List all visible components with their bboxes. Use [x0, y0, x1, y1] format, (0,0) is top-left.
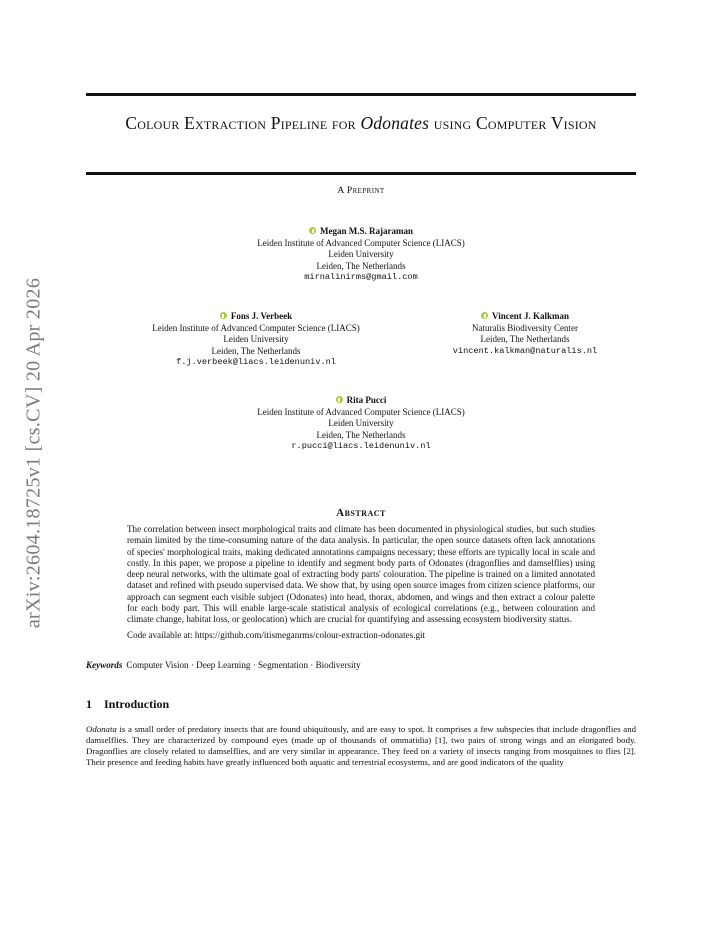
preprint-label: A Preprint [337, 186, 385, 196]
keywords-text: Computer Vision · Deep Learning · Segmentation · Biodiversity [126, 660, 361, 670]
author-affiliation: Leiden Institute of Advanced Computer Science (LIACS) [152, 322, 360, 333]
author-affiliation: Leiden, The Netherlands [316, 260, 406, 271]
author-affiliation: Leiden Institute of Advanced Computer Science (LIACS) [257, 406, 465, 417]
author-affiliation: Leiden, The Netherlands [211, 345, 301, 356]
author-affiliation: Leiden, The Netherlands [480, 334, 570, 344]
keywords-line [86, 660, 636, 670]
section-number: 1 [86, 697, 92, 711]
paper-title [86, 112, 636, 134]
orcid-icon[interactable] [336, 396, 343, 403]
arxiv-sidebar-identifier [14, 258, 54, 648]
author-affiliation: Naturalis Biodiversity Center [472, 322, 578, 333]
orcid-icon[interactable] [309, 227, 316, 234]
intro-paragraph [86, 724, 636, 768]
author-email[interactable]: vincent.kalkman@naturalis.nl [452, 345, 598, 356]
arxiv-id-text: arXiv:2604.18725v1 [cs.CV] 20 Apr 2026 [22, 277, 45, 629]
author-block-verbeek [100, 311, 412, 369]
author-name: Megan M.S. Rajaraman [320, 226, 413, 236]
author-name: Vincent J. Kalkman [492, 311, 569, 321]
section-title: Introduction [104, 697, 170, 711]
author-affiliation: Leiden University [223, 334, 289, 344]
author-email[interactable]: mirnalinirms@gmail.com [304, 272, 418, 282]
orcid-icon[interactable] [481, 312, 488, 319]
author-affiliation: Leiden University [328, 249, 394, 259]
author-name: Fons J. Verbeek [230, 311, 293, 321]
author-block-rajaraman [86, 226, 636, 284]
author-affiliation: Leiden University [328, 418, 394, 428]
intro-text: is a small order of predatory insects that are found ubiquitously, and are easy to spot. It comprises a few subspecies that include dragonflies and damselflies. They are characterized by compound eyes (made up of thousands of ommatidia) [1], two pairs of strong wings and an elongated body. Dragonflies are closely related to damselflies, and are very similar in appearance. They feed on a variety of insects ranging from mosquitoes to flies [2]. Their presence and feeding habits have greatly influenced both aquatic and terrestrial ecosystems, and are good indicators of the quality [86, 724, 636, 767]
abstract-text: The correlation between insect morphological traits and climate has been documented in physiological studies, but such studies remain limited by the time-consuming nature of the data analysis. In particular, the open source datasets often lack annotations of species' morphological traits, making dedicated annotations campaigns necessary; these efforts are typically local in scale and costly. In this paper, we propose a pipeline to identify and segment body parts of Odonates (dragonflies and damselflies) using deep neural networks, with the ultimate goal of extracting body parts' colouration. The pipeline is trained on a limited annotated dataset and refined with pseudo supervised data. We show that, by using open source images from citizen science platforms, our approach can segment each visible subject (Odonates) into head, thorax, abdomen, and wings and then extract a colour palette for each body part. This will enable large-scale statistical analysis of ecological correlations (e.g., between colouration and climate change, habitat loss, or geolocation) which are crucial for quantifying and assessing ecosystem biodiversity status. [127, 524, 595, 625]
author-email[interactable]: r.pucci@liacs.leidenuniv.nl [291, 441, 431, 451]
author-affiliation: Leiden Institute of Advanced Computer Science (LIACS) [257, 237, 465, 248]
title-italic: Odonates [360, 113, 430, 133]
author-block-pucci [86, 395, 636, 453]
orcid-icon[interactable] [220, 312, 227, 319]
author-block-kalkman [410, 311, 640, 357]
title-bottom-rule [86, 172, 636, 175]
author-email[interactable]: f.j.verbeek@liacs.leidenuniv.nl [176, 357, 336, 367]
section-heading [86, 697, 169, 712]
abstract-heading: Abstract [336, 507, 386, 519]
title-part1: Colour Extraction Pipeline for [125, 113, 361, 133]
abstract-body [127, 524, 595, 641]
title-top-rule [86, 93, 636, 96]
author-name: Rita Pucci [346, 395, 387, 405]
code-availability-link[interactable]: Code available at: https://github.com/itismeganrms/colour-extraction-odonates.git [127, 629, 426, 640]
intro-italic-term: Odonata [86, 724, 117, 734]
author-affiliation: Leiden, The Netherlands [316, 429, 406, 440]
keywords-label: Keywords [86, 660, 123, 670]
title-part2: using Computer Vision [429, 113, 597, 133]
